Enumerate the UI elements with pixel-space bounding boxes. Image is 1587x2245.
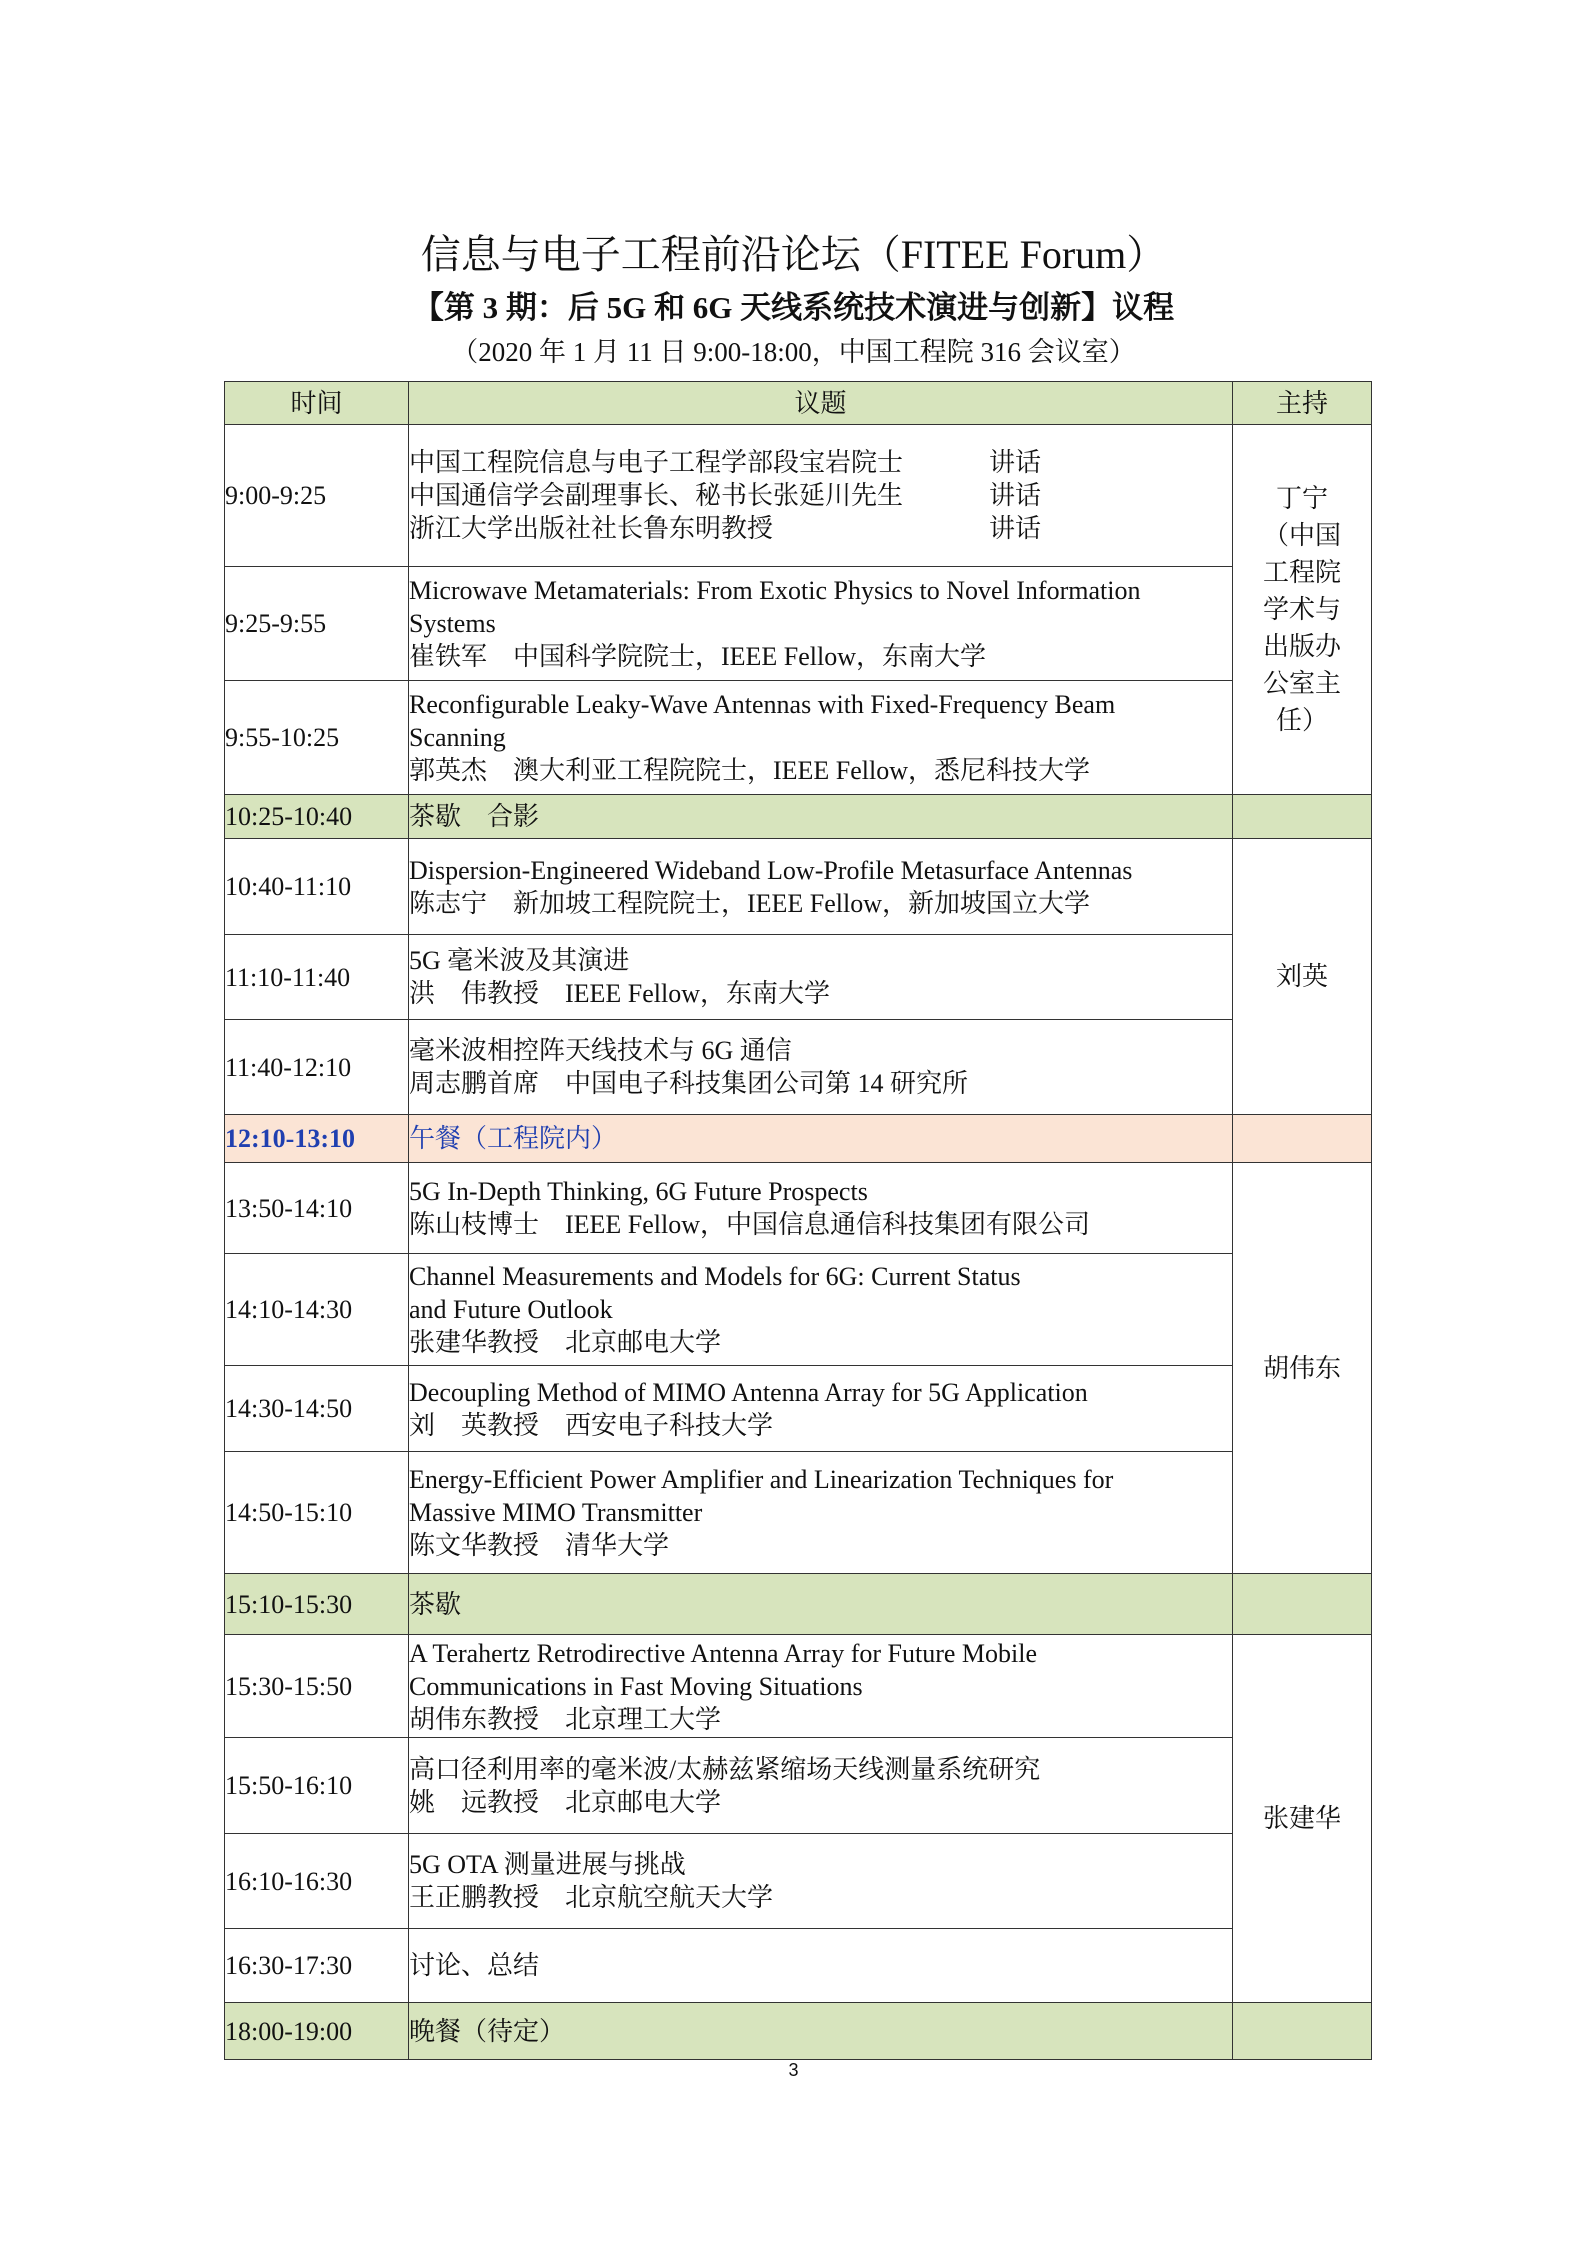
topic-line: and Future Outlook xyxy=(409,1295,613,1324)
lunch-row xyxy=(225,1115,1372,1163)
session-topic xyxy=(409,1163,1233,1254)
speaker-line: 姚 远教授 北京邮电大学 xyxy=(409,1787,722,1817)
topic-line: 高口径利用率的毫米波/太赫兹紧缩场天线测量系统研究 xyxy=(409,1754,1041,1784)
session-time: 18:00-19:00 xyxy=(225,2003,409,2060)
break-row xyxy=(225,795,1372,839)
session-time: 14:10-14:30 xyxy=(225,1254,409,1366)
session-time: 11:40-12:10 xyxy=(225,1020,409,1115)
session-time: 16:30-17:30 xyxy=(225,1929,409,2003)
table-row xyxy=(225,1635,1372,1738)
session-topic xyxy=(409,1834,1233,1929)
table-row xyxy=(225,1366,1372,1452)
speaker-line: 陈文华教授 清华大学 xyxy=(409,1531,670,1560)
topic-line: 5G 毫米波及其演进 xyxy=(409,946,630,975)
table-row xyxy=(225,1452,1372,1574)
session-topic xyxy=(409,1738,1233,1834)
speaker-line: 刘 英教授 西安电子科技大学 xyxy=(409,1410,774,1440)
session-topic xyxy=(409,1635,1233,1738)
host-cell-empty xyxy=(1233,1115,1372,1163)
table-row xyxy=(225,1254,1372,1366)
session-time: 14:50-15:10 xyxy=(225,1452,409,1574)
session-topic xyxy=(409,425,1233,567)
table-row xyxy=(225,681,1372,795)
dinner-row xyxy=(225,2003,1372,2060)
topic-line: Massive MIMO Transmitter xyxy=(409,1498,703,1527)
topic-line: Scanning xyxy=(409,723,506,752)
host-cell xyxy=(1233,839,1372,1115)
session-time: 10:40-11:10 xyxy=(225,839,409,935)
session-topic: 晚餐（待定） xyxy=(409,2003,1233,2060)
session-time: 12:10-13:10 xyxy=(225,1115,409,1163)
session-topic: 茶歇 合影 xyxy=(409,795,1233,839)
speaker-name: 中国工程院信息与电子工程学部段宝岩院士 xyxy=(409,448,904,477)
table-row xyxy=(225,567,1372,681)
host-cell-empty xyxy=(1233,2003,1372,2060)
page-title: 信息与电子工程前沿论坛（FITEE Forum） xyxy=(420,232,1167,277)
table-row xyxy=(225,1163,1372,1254)
table-header-row xyxy=(225,382,1372,425)
break-row xyxy=(225,1574,1372,1635)
host-name: 刘英 xyxy=(1275,962,1328,991)
host-name: 张建华 xyxy=(1262,1804,1341,1833)
session-time: 15:50-16:10 xyxy=(225,1738,409,1834)
topic-line: 5G OTA 测量进展与挑战 xyxy=(409,1850,686,1879)
session-time: 11:10-11:40 xyxy=(225,935,409,1020)
speaker-name: 浙江大学出版社社长鲁东明教授 xyxy=(409,514,774,543)
session-time: 9:00-9:25 xyxy=(225,425,409,567)
table-row xyxy=(225,425,1372,567)
column-header-host: 主持 xyxy=(1233,382,1372,425)
session-time: 16:10-16:30 xyxy=(225,1834,409,1929)
speaker-line: 陈志宁 新加坡工程院院士，IEEE Fellow，新加坡国立大学 xyxy=(409,888,1091,918)
column-header-topic: 议题 xyxy=(409,382,1233,425)
page-number: 3 xyxy=(788,2060,799,2080)
session-time: 10:25-10:40 xyxy=(225,795,409,839)
host-cell xyxy=(1233,1635,1372,2003)
table-row xyxy=(225,1834,1372,1929)
host-name: 丁宁（中国工程院学术与出版办公室主任） xyxy=(1262,484,1341,735)
session-time: 15:30-15:50 xyxy=(225,1635,409,1738)
topic-line: Reconfigurable Leaky-Wave Antennas with Fixed-Frequency Beam xyxy=(409,690,1116,719)
topic-line: Dispersion-Engineered Wideband Low-Profile Metasurface Antennas xyxy=(409,855,1133,885)
session-topic: 讨论、总结 xyxy=(409,1929,1233,2003)
table-row xyxy=(225,1020,1372,1115)
speaker-line: 崔铁军 中国科学院院士，IEEE Fellow，东南大学 xyxy=(409,642,987,671)
session-topic xyxy=(409,839,1233,935)
host-cell-empty xyxy=(1233,1574,1372,1635)
topic-line: Communications in Fast Moving Situations xyxy=(409,1671,863,1701)
session-topic xyxy=(409,681,1233,795)
session-time: 14:30-14:50 xyxy=(225,1366,409,1452)
session-topic xyxy=(409,1366,1233,1452)
topic-line: 5G In-Depth Thinking, 6G Future Prospects xyxy=(409,1177,868,1206)
speaker-role: 讲话 xyxy=(989,481,1042,510)
session-topic: 午餐（工程院内） xyxy=(409,1115,1233,1163)
column-header-time: 时间 xyxy=(225,382,409,425)
topic-line: A Terahertz Retrodirective Antenna Array for Future Mobile xyxy=(409,1638,1037,1668)
session-topic xyxy=(409,1020,1233,1115)
agenda-table xyxy=(224,381,1372,2060)
speaker-line: 洪 伟教授 IEEE Fellow，东南大学 xyxy=(409,979,831,1008)
topic-line: Channel Measurements and Models for 6G: Current Status xyxy=(409,1262,1021,1291)
speaker-line: 胡伟东教授 北京理工大学 xyxy=(409,1704,722,1734)
host-cell-empty xyxy=(1233,795,1372,839)
session-topic xyxy=(409,1452,1233,1574)
speaker-line: 陈山枝博士 IEEE Fellow，中国信息通信科技集团有限公司 xyxy=(409,1210,1091,1239)
session-topic xyxy=(409,1254,1233,1366)
session-topic xyxy=(409,935,1233,1020)
event-date-location: （2020 年 1 月 11 日 9:00-18:00，中国工程院 316 会议室） xyxy=(451,337,1136,367)
session-topic xyxy=(409,567,1233,681)
session-time: 13:50-14:10 xyxy=(225,1163,409,1254)
topic-line: Systems xyxy=(409,609,496,638)
host-name: 胡伟东 xyxy=(1262,1353,1341,1383)
host-cell xyxy=(1233,1163,1372,1574)
topic-line: Energy-Efficient Power Amplifier and Linearization Techniques for xyxy=(409,1465,1114,1494)
session-time: 15:10-15:30 xyxy=(225,1574,409,1635)
table-row xyxy=(225,935,1372,1020)
session-time: 9:25-9:55 xyxy=(225,567,409,681)
session-topic: 茶歇 xyxy=(409,1574,1233,1635)
speaker-line: 郭英杰 澳大利亚工程院院士，IEEE Fellow，悉尼科技大学 xyxy=(409,756,1091,785)
session-time: 9:55-10:25 xyxy=(225,681,409,795)
table-row xyxy=(225,1929,1372,2003)
speaker-line: 张建华教授 北京邮电大学 xyxy=(409,1328,722,1357)
table-row xyxy=(225,1738,1372,1834)
speaker-line: 王正鹏教授 北京航空航天大学 xyxy=(409,1883,774,1912)
topic-line: 毫米波相控阵天线技术与 6G 通信 xyxy=(409,1036,792,1065)
topic-line: Microwave Metamaterials: From Exotic Physics to Novel Information xyxy=(409,576,1141,605)
speaker-name: 中国通信学会副理事长、秘书长张延川先生 xyxy=(409,481,904,510)
speaker-line: 周志鹏首席 中国电子科技集团公司第 14 研究所 xyxy=(409,1069,969,1098)
topic-line: Decoupling Method of MIMO Antenna Array for 5G Application xyxy=(409,1377,1088,1407)
page-subtitle: 【第 3 期：后 5G 和 6G 天线系统技术演进与创新】议程 xyxy=(412,290,1175,325)
host-cell xyxy=(1233,425,1372,795)
speaker-role: 讲话 xyxy=(989,514,1042,543)
table-row xyxy=(225,839,1372,935)
speaker-role: 讲话 xyxy=(989,448,1042,477)
